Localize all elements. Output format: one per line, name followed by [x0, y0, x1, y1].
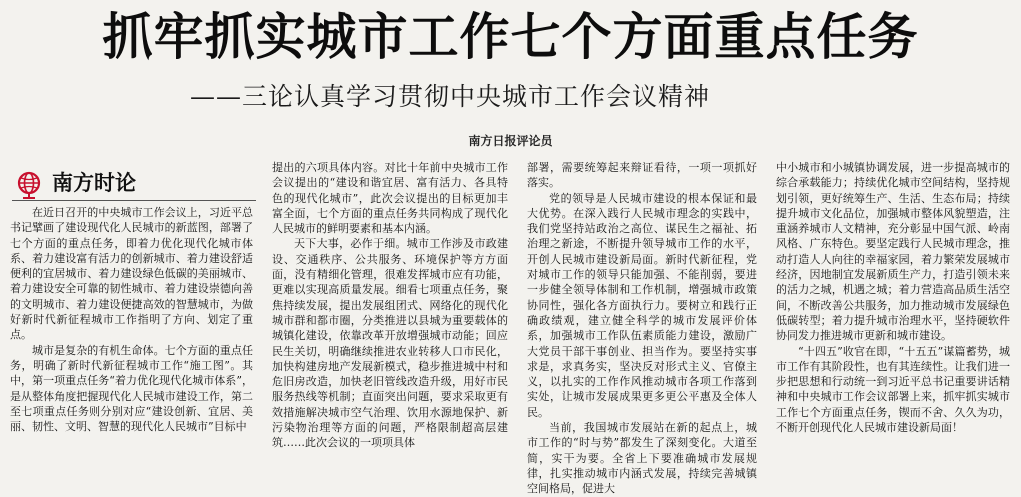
subheadline: ——三论认真学习贯彻中央城市工作会议精神 — [190, 82, 711, 111]
paragraph: 中小城市和小城镇协调发展，进一步提高城市的综合承载能力；持续优化城市空间结构，坚持规划引领，更好统筹生产、生活、生态布局；持续提升城市文化品位，加强城市整体风貌塑造，注重涵养城市人文精神，充分彰显中国气派、岭南风格、广东特色。要坚定践行人民城市理念，推动打造人人向往的幸福家园，着力繁荣发展城市经济，因地制宜发展新质生产力，打造引领未来的活力之城，机遇之城；着力营造高品质生活空间，不断改善公共服务，加力推动城市发展绿色低碳转型；着力提升城市治理水平，坚持硬软件协同发力推进城市更新和城市建设。 — [776, 161, 1010, 343]
paragraph: 当前，我国城市发展站在新的起点上，城市工作的“时与势”都发生了深刻变化。大道至简，实干为要。全省上下要准确城市发展规律，扎实推动城市内涵式发展，持续完善城镇空间格局，促进大 — [527, 421, 757, 496]
paragraph: 党的领导是人民城市建设的根本保证和最大优势。在深入践行人民城市理念的实践中，我们党坚持站政治之高位、谋民生之福祉、拓治理之新途，不断提升领导城市工作的水平，开创人民城市建设新局面。新时代新征程，党对城市工作的领导只能加强、不能削弱，要进一步健全领导体制和工作机制，增强城市政策协同性，强化各方面执行力。要树立和践行正确政绩观，建立健全科学的城市发展评价体系，加强城市工作队伍素质能力建设，激励广大党员干部干事创业、担当作为。要坚持实事求是，求真务实，坚决反对形式主义、官僚主义，以扎实的工作作风推动城市各项工作落到实处，让城市发展成果更多更公平惠及全体人民。 — [527, 191, 757, 419]
byline: 南方日报评论员 — [468, 134, 553, 148]
text-column-1 — [10, 205, 253, 439]
column-brand — [8, 166, 252, 200]
text-column-4 — [776, 160, 1010, 439]
paragraph: 天下大事，必作于细。城市工作涉及市政建设、交通秩序、公共服务、环境保护等方方面面，没有精细化管理，很难发挥城市应有功能，更难以实现高质量发展。细看七项重点任务，聚焦持续发展，提出发展组团式、网络化的现代化城市群和都市圈，分类推进以县城为重要载体的城镇化建设，依靠改革开放增强城市动能；回应民生关切，明确继续推进农业转移人口市民化，加快构建房地产发展新模式，稳步推进城中村和危旧房改造，加快老旧管线改造升级，用好市民服务热线等机制；直面突出问题，要求采取更有效措施解决城市空气治理、饮用水源地保护、新污染物治理等方面的问题，严格限制超高层建筑……此次会议的一项项具体 — [272, 237, 508, 450]
paragraph: 在近日召开的中央城市工作会议上，习近平总书记擘画了建设现代化人民城市的新蓝图，部署了七个方面的重点任务，即着力优化现代化城市体系、着力建设富有活力的创新城市、着力建设舒适便利的宜居城市、着力建设绿色低碳的美丽城市、着力建设安全可靠的韧性城市、着力建设崇德向善的文明城市、着力建设便捷高效的智慧城市，为做好新时代新征程城市工作指明了方向、划定了重点。 — [10, 206, 253, 342]
paragraph: “十四五”收官在即，“十五五”谋篇蓄势，城市工作有其阶段性，也有其连续性。让我们进一步把思想和行动统一到习近平总书记重要讲话精神和中央城市工作会议部署上来，抓牢抓实城市工作七个方面重点任务，锲而不舍、久久为功，不断开创现代化人民城市建设新局面！ — [776, 344, 1010, 435]
column-brand-title: 南方时论 — [52, 171, 136, 195]
brand-divider — [12, 200, 256, 201]
paragraph: 提出的六项具体内容。对比十年前中央城市工作会议提出的“建设和谐宜居、富有活力、各具特色的现代化城市”，此次会议提出的目标更加丰富全面，七个方面的重点任务共同构成了现代化人民城市的鲜明要素和基本内涵。 — [272, 161, 508, 236]
globe-microphone-icon — [14, 170, 44, 200]
text-column-2 — [272, 160, 508, 450]
headline: 抓牢抓实城市工作七个方面重点任务 — [102, 8, 919, 66]
text-column-3 — [527, 160, 757, 496]
paragraph: 城市是复杂的有机生命体。七个方面的重点任务，明确了新时代新征程城市工作“施工图”。其中，第一项重点任务“着力优化现代化城市体系”，是从整体角度把握现代化人民城市建设工作，第二至七项重点任务则分别对应“建设创新、宜居、美丽、韧性、文明、智慧的现代化人民城市”目标中 — [10, 343, 253, 434]
paragraph: 部署，需要统筹起来辩证看待，一项一项抓好落实。 — [527, 161, 757, 190]
